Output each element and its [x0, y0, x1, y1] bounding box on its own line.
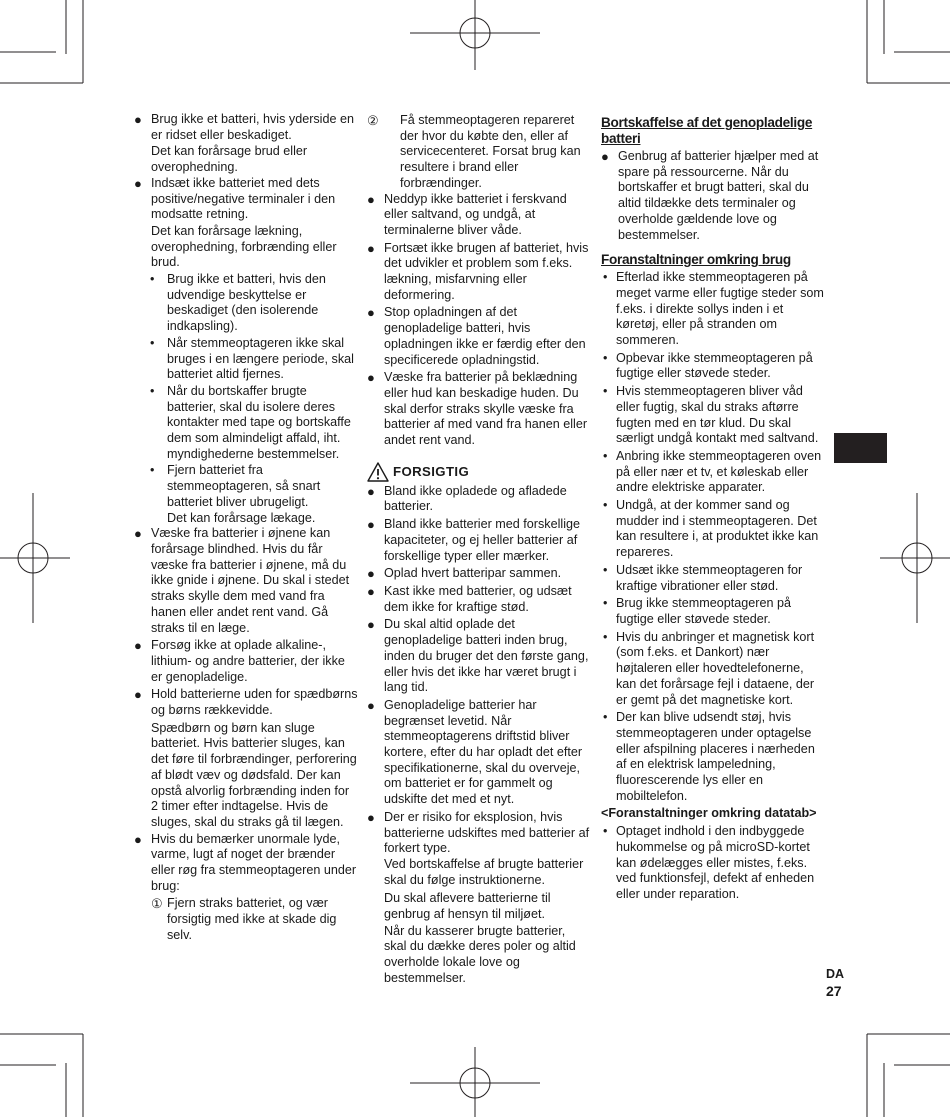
- item-text: ● Brug ikke et batteri, hvis yderside en er ridset eller beskadiget.: [151, 112, 355, 142]
- page-footer: [826, 966, 856, 1000]
- list-item: [601, 824, 825, 903]
- item-text: ● Oplad hvert batteripar sammen.: [384, 566, 562, 581]
- item-text: ● Genbrug af batterier hjælper med at spare på ressourcerne. Når du bortskaffer et brugt batteri, skal du altid tildække dets terminaler og overholde gældende love og bestemmelser.: [618, 149, 819, 242]
- list-item: [367, 566, 591, 582]
- section-heading-disposal: Bortskaffelse af det genopladelige batteri: [601, 115, 813, 146]
- item-note: Når du kasserer brugte batterier, skal du dække deres poler og altid overholde lokale love og bestemmelser.: [384, 923, 576, 985]
- list-item: [601, 710, 825, 804]
- sub-text: • Når du bortskaffer brugte batterier, skal du isolere deres kontakter med tape og bortskaffe dem som almindeligt affald, iht. myndighederne bestemmelser.: [167, 383, 351, 461]
- list-item: [601, 563, 825, 594]
- item-text: ● Væske fra batterier i øjnene kan forårsage blindhed. Hvis du får væske fra batterier i øjnene, må du ikke gnide i øjnene. Du skal i stedet straks skylle dem med vand fra hanen eller andet rent vand. Gå straks til en læge.: [151, 526, 350, 635]
- column-2: [367, 112, 591, 987]
- list-item: [367, 584, 591, 615]
- item-text: • Hvis stemmeoptageren bliver våd eller fugtig, skal du straks aftørre fugten med en tør klud. Du skal særligt undgå kontakt med saltvand.: [616, 384, 819, 446]
- section-heading-usage: Foranstaltninger omkring brug: [601, 252, 791, 268]
- caution-label: FORSIGTIG: [393, 463, 470, 479]
- sub-text: • Fjern batteriet fra stemmeoptageren, så snart batteriet bliver ubrugeligt.: [167, 463, 321, 509]
- item-text: • Optaget indhold i den indbyggede hukommelse og på microSD-kortet kan ødelægges eller mistes, f.eks. ved funktionsfejl, defekt af enheden eller under reparation.: [616, 824, 815, 901]
- step-number: ①: [151, 896, 163, 912]
- list-item: [367, 617, 591, 696]
- list-item: [134, 687, 358, 830]
- sub-item: [134, 463, 358, 526]
- item-text: ● Hold batterierne uden for spædbørns og børns rækkevidde.: [151, 687, 358, 718]
- item-text: • Der kan blive udsendt støj, hvis stemmeoptageren under optagelse eller afspilning placeres i nærheden af en elektrisk lampeledning, fluorescerende lys eller en mobiltelefon.: [616, 710, 815, 803]
- column-3: [601, 112, 825, 903]
- item-text: ● Forsøg ikke at oplade alkaline-, lithium- og andre batterier, der ikke er genopladelige.: [151, 638, 345, 684]
- subheading-data-loss: <Foranstaltninger omkring datatab>: [601, 806, 817, 821]
- sub-item: [134, 336, 358, 383]
- item-text: ● Du skal altid oplade det genopladelige batteri inden brug, inden du bruger det den første gang, eller hvis det ikke har været brugt i lang tid.: [384, 617, 589, 695]
- list-item: [367, 484, 591, 515]
- item-text: ● Stop opladningen af det genopladelige batteri, hvis opladningen ikke er færdig efter den specificerede opladningstid.: [384, 305, 586, 367]
- item-text: • Efterlad ikke stemmeoptageren på meget varme eller fugtige steder som f.eks. i direkte sollys inden i et køretøj, eller på stranden om sommeren.: [616, 270, 824, 348]
- item-text: ● Væske fra batterier på beklædning eller hud kan beskadige huden. Du skal derfor straks skylle væske fra batterier af med vand fra hanen eller andet rent vand.: [384, 370, 588, 448]
- section-tab-marker: [834, 433, 887, 463]
- sub-text: • Når stemmeoptageren ikke skal bruges i en længere periode, skal batteriet altid fjernes.: [167, 335, 354, 382]
- item-text: • Anbring ikke stemmeoptageren oven på eller nær et tv, et køleskab eller andre elektriske apparater.: [616, 448, 822, 495]
- item-text: • Opbevar ikke stemmeoptageren på fugtige eller støvede steder.: [616, 350, 813, 381]
- item-text: ● Genopladelige batterier har begrænset levetid. Når stemmeoptagerens driftstid bliver kortere, efter du har opladt det efter specifikationerne, skal du overveje, om batteriet er for gammelt og udskifte det med et nyt.: [384, 697, 583, 807]
- list-item: [601, 596, 825, 627]
- warning-icon: [367, 462, 389, 482]
- step-text: Fjern straks batteriet, og vær forsigtig med ikke at skade dig selv.: [167, 896, 337, 942]
- step-number: ②: [367, 113, 379, 128]
- list-item: [134, 176, 358, 271]
- list-item: [134, 526, 358, 636]
- item-text: • Udsæt ikke stemmeoptageren for kraftige vibrationer eller stød.: [616, 562, 803, 593]
- item-text: • Brug ikke stemmeoptageren på fugtige eller støvede steder.: [616, 596, 792, 626]
- item-note: Det kan forårsage brud eller overophedning.: [151, 144, 308, 175]
- item-text: ● Hvis du bemærker unormale lyde, varme, lugt af noget der brænder eller røg fra stemmeoptageren under brug:: [151, 831, 357, 893]
- list-item: [601, 449, 825, 496]
- list-item: [601, 630, 825, 709]
- list-item: [601, 270, 825, 349]
- item-text: ● Bland ikke batterier med forskellige kapaciteter, og ej heller batterier af forskellige typer eller mærker.: [384, 517, 580, 563]
- list-item: [601, 149, 825, 243]
- sub-item: [134, 384, 358, 463]
- step-text: Få stemmeoptageren repareret der hvor du købte den, eller af servicecenteret. Forsat brug kan resultere i brand eller forbrændinger.: [400, 113, 581, 190]
- item-note: Spædbørn og børn kan sluge batteriet. Hvis batterier sluges, kan det føre til forbrændinger, perforering af blødt væv og dødsfald. Der kan opstå alvorlig forbrænding inden for 2 timer efter indtagelse. Hvis de sluges, skal du straks gå til lægen.: [151, 720, 357, 829]
- language-code: DA: [826, 967, 845, 981]
- list-item: [134, 832, 358, 895]
- numbered-step: [367, 113, 591, 192]
- item-note: Det kan forårsage lækning, overophedning, forbrænding eller brud.: [151, 223, 337, 270]
- list-item: [367, 192, 591, 239]
- item-text: ● Indsæt ikke batteriet med dets positive/negative terminaler i den modsatte retning.: [151, 175, 336, 222]
- list-item: [134, 638, 358, 685]
- item-text: • Undgå, at der kommer sand og mudder ind i stemmeoptageren. Det kan resultere i, at produktet ikke kan repareres.: [616, 498, 819, 560]
- column-1: [134, 112, 358, 944]
- list-item: [601, 384, 825, 447]
- item-text: ● Bland ikke opladede og afladede batterier.: [384, 483, 567, 514]
- item-note: Du skal aflevere batterierne til genbrug af hensyn til miljøet.: [384, 891, 551, 922]
- list-item: [367, 517, 591, 564]
- numbered-step: [134, 896, 358, 943]
- sub-note: Det kan forårsage lækage.: [167, 510, 316, 525]
- list-item: [367, 698, 591, 808]
- list-item: [367, 305, 591, 368]
- list-item: [601, 351, 825, 382]
- item-text: ● Fortsæt ikke brugen af batteriet, hvis det udvikler et problem som f.eks. lækning, misfarvning eller deformering.: [384, 240, 589, 302]
- list-item: [601, 498, 825, 561]
- list-item: [367, 241, 591, 304]
- list-item: [367, 810, 591, 889]
- item-text: ● Neddyp ikke batteriet i ferskvand eller saltvand, og undgå, at terminalerne bliver våde.: [384, 191, 567, 237]
- sub-item: [134, 272, 358, 335]
- page-number: 27: [826, 983, 842, 999]
- item-text: ● Kast ikke med batterier, og udsæt dem ikke for kraftige stød.: [384, 583, 572, 614]
- caution-heading: [367, 462, 591, 482]
- sub-text: • Brug ikke et batteri, hvis den udvendige beskyttelse er beskadiget (den isolerende indkapsling).: [167, 272, 326, 334]
- item-text: ● Der er risiko for eksplosion, hvis batterierne udskiftes med batterier af forkert type.: [384, 809, 590, 856]
- item-text: Ved bortskaffelse af brugte batterier skal du følge instruktionerne.: [384, 856, 584, 887]
- item-text: • Hvis du anbringer et magnetisk kort (som f.eks. et Dankort) nær højtaleren eller hovedtelefonerne, kan det forårsage fejl i dataene, der er gemt på det magnetiske kort.: [616, 629, 815, 707]
- list-item: [134, 112, 358, 176]
- list-item: [367, 370, 591, 449]
